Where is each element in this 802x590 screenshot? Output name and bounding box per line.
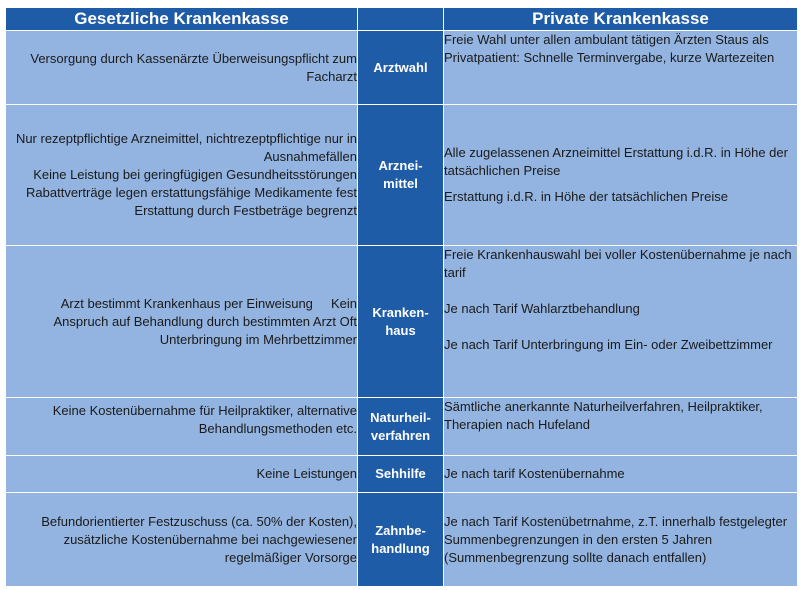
privat-cell [444,105,798,246]
category-label: Naturheil- [370,409,431,425]
header-privat: Private Krankenkasse [444,8,798,31]
privat-text: Sämtliche anerkannte Naturheilverfahren, Heilpraktiker, Therapien nach Hufeland [444,399,763,432]
privat-cell [444,31,798,105]
comparison-table [5,7,798,587]
gesetzlich-text: Arzt bestimmt Krankenhaus per Einweisung Kein Anspruch auf Behandlung durch bestimmten Arzt Oft Unterbringung im Mehrbettzimmer [53,295,357,347]
gesetzlich-cell [6,105,358,246]
privat-text: Je nach tarif Kostenübernahme [444,466,625,481]
row-sehhilfe [6,456,798,493]
category-label: verfahren [370,427,431,443]
gesetzlich-text: Keine Kostenübernahme für Heilpraktiker, alternative Behandlungsmethoden etc. [52,403,357,436]
category-label: mittel [383,176,418,191]
category-cell [358,246,444,398]
header-category [358,8,444,31]
header-row [6,8,798,31]
gesetzlich-text: Nur rezeptpflichtige Arzneimittel, nichtrezeptpflichtige nur in Ausnahmefällen [15,131,357,164]
category-label: Arznei- [378,158,423,173]
category-cell [358,493,444,587]
row-krankenhaus [6,246,798,398]
category-cell [358,456,444,493]
category-label: haus [385,322,416,338]
category-label: Arztwahl [373,59,428,75]
row-arzneimittel [6,105,798,246]
category-label: Zahnbe- [375,522,426,538]
gesetzlich-text: Rabattverträge legen erstattungsfähige Medikamente fest [26,185,357,200]
category-cell [358,398,444,456]
gesetzlich-text: Versorgung durch Kassenärzte Überweisungspflicht zum Facharzt [30,50,357,84]
category-cell [358,105,444,246]
gesetzlich-cell [6,493,358,587]
gesetzlich-cell [6,31,358,105]
row-zahnbehandlung [6,493,798,587]
category-label: handlung [371,540,430,556]
privat-text: Alle zugelassenen Arzneimittel Erstattung i.d.R. in Höhe der tatsächlichen Preise [444,145,788,178]
gesetzlich-cell [6,398,358,456]
gesetzlich-text: Erstattung durch Festbeträge begrenzt [134,203,357,218]
privat-cell [444,398,798,456]
gesetzlich-text: Keine Leistungen [256,466,357,481]
privat-text: Freie Krankenhauswahl bei voller Kostenübernahme je nach tarif [444,247,792,280]
row-arztwahl [6,31,798,105]
header-gesetzlich: Gesetzliche Krankenkasse [6,8,358,31]
row-naturheilverfahren [6,398,798,456]
privat-cell [444,246,798,398]
category-cell [358,31,444,105]
privat-text: Freie Wahl unter allen ambulant tätigen Ärzten Staus als Privatpatient: Schnelle Terminvergabe, kurze Wartezeiten [444,32,775,65]
category-label: Kranken- [372,304,429,320]
category-label: Sehhilfe [375,466,426,481]
gesetzlich-cell [6,456,358,493]
privat-text: Je nach Tarif Wahlarztbehandlung [444,301,640,316]
gesetzlich-text: Keine Leistung bei geringfügigen Gesundheitsstörungen [33,167,357,182]
gesetzlich-cell [6,246,358,398]
gesetzlich-text: Befundorientierter Festzuschuss (ca. 50% der Kosten), zusätzliche Kostenübernahme bei nachgewiesener regelmäßiger Vorsorge [41,513,357,565]
privat-text: Je nach Tarif Unterbringung im Ein- oder Zweibettzimmer [444,337,773,352]
privat-text: Erstattung i.d.R. in Höhe der tatsächlichen Preise [444,189,728,204]
privat-text: Je nach Tarif Kostenübetrnahme, z.T. innerhalb festgelegter Summenbegrenzungen in den ersten 5 Jahren (Summenbegrenzung sollte danach entfallen) [444,513,788,565]
privat-cell [444,493,798,587]
privat-cell [444,456,798,493]
